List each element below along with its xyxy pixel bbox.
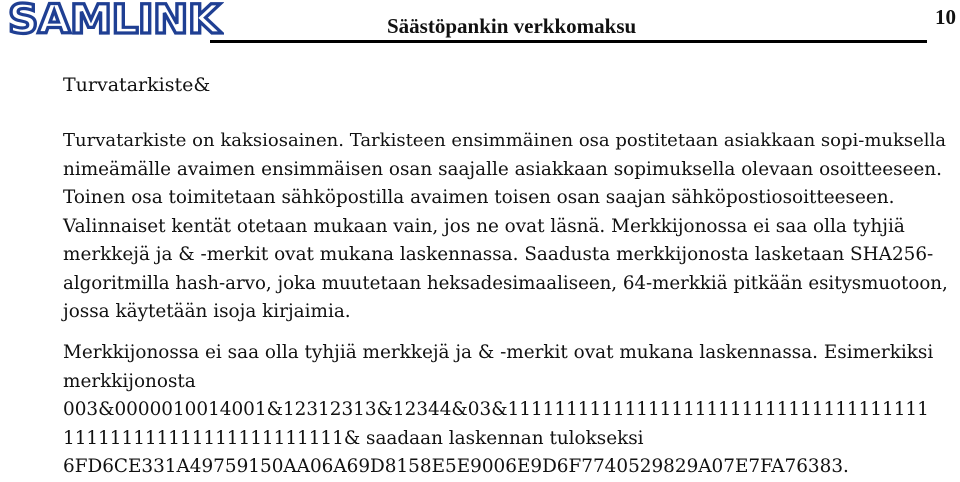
section-heading: Turvatarkiste& <box>63 74 211 96</box>
paragraph-line: Valinnaiset kentät otetaan mukaan vain, jos ne ovat läsnä. Merkkijonossa ei saa olla tyhjiä <box>63 215 905 237</box>
paragraph-line: jossa käytetään isoja kirjaimia. <box>63 301 351 322</box>
samlink-logo <box>6 0 224 38</box>
paragraph-line: Merkkijonossa ei saa olla tyhjiä merkkejä ja & -merkit ovat mukana laskennassa. Esimerkiksi <box>63 342 934 363</box>
samlink-logo-text: SAMLINK <box>8 0 223 38</box>
example-input-string-line: 111111111111111111111111& saadaan laskennan tulokseksi <box>63 427 644 449</box>
example-input-string-line: 003&0000010014001&12312313&12344&03&111111111111111111111111111111111111 <box>63 399 929 420</box>
example-hash-result: 6FD6CE331A49759150AA06A69D8158E5E9006E9D6F7740529829A07E7FA76383. <box>63 456 849 477</box>
paragraph-line: nimeämälle avaimen ensimmäisen osan saajalle asiakkaan sopimuksella olevaan osoitteeseen. <box>63 158 942 180</box>
paragraph-line: merkkijonosta <box>63 370 196 392</box>
paragraph-1 <box>63 127 953 327</box>
paragraph-line: Toinen osa toimitetaan sähköpostilla avaimen toisen osan saajan sähköpostiosoitteeseen. <box>63 187 895 208</box>
paragraph-line: algoritmilla hash-arvo, joka muutetaan heksadesimaaliseen, 64-merkkiä pitkään esitysmuotoon, <box>63 272 948 294</box>
paragraph-line: Turvatarkiste on kaksiosainen. Tarkisteen ensimmäinen osa postitetaan asiakkaan sopi-muksella <box>63 130 947 151</box>
paragraph-line: merkkejä ja & -merkit ovat mukana laskennassa. Saadusta merkkijonosta lasketaan SHA256- <box>63 244 934 265</box>
paragraph-2 <box>63 339 953 482</box>
page-number: 10 <box>935 5 956 29</box>
header-rule <box>210 40 927 43</box>
document-title: Säästöpankin verkkomaksu <box>387 14 637 38</box>
